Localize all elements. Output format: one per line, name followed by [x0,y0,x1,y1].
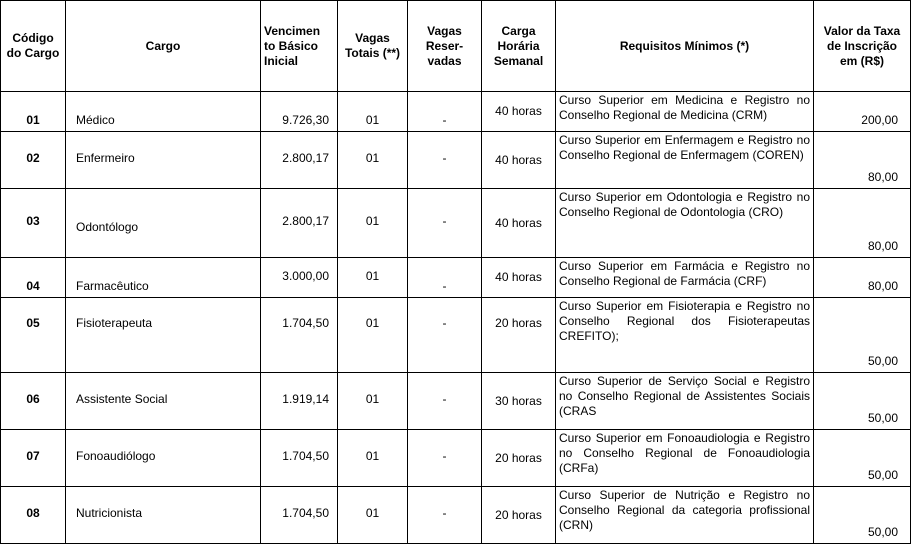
cell-taxa: 80,00 [814,132,911,189]
header-requisitos: Requisitos Mínimos (*) [556,1,814,92]
table-row [1,92,911,132]
cell-requisitos: Curso Superior em Fonoaudiologia e Registro no Conselho Regional de Fonoaudiologia (CRFa) [556,430,814,487]
cell-vagas: 01 [338,487,408,544]
cell-codigo: 07 [1,430,66,487]
header-vagas-reservadas: Vagas Reser- vadas [408,1,482,92]
cell-vagas: 01 [338,189,408,258]
table-row [1,189,911,258]
cell-carga: 20 horas [482,298,556,373]
cell-vagas: 01 [338,92,408,132]
cell-codigo: 01 [1,92,66,132]
cell-vencimento: 2.800,17 [261,132,338,189]
header-vagas-totais: Vagas Totais (**) [338,1,408,92]
cell-vencimento: 2.800,17 [261,189,338,258]
cell-requisitos: Curso Superior em Enfermagem e Registro no Conselho Regional de Enfermagem (COREN) [556,132,814,189]
cell-requisitos: Curso Superior em Farmácia e Registro no Conselho Regional de Farmácia (CRF) [556,258,814,298]
cell-carga: 40 horas [482,132,556,189]
cell-vencimento: 9.726,30 [261,92,338,132]
cell-cargo: Odontólogo [66,189,261,258]
cell-vagas: 01 [338,430,408,487]
cell-carga: 30 horas [482,373,556,430]
cell-taxa: 50,00 [814,298,911,373]
cell-codigo: 04 [1,258,66,298]
table-row [1,430,911,487]
cell-vencimento: 1.919,14 [261,373,338,430]
cell-taxa: 200,00 [814,92,911,132]
cell-vagas: 01 [338,258,408,298]
cell-taxa: 80,00 [814,189,911,258]
header-carga: Carga Horária Semanal [482,1,556,92]
cell-reservadas: - [408,373,482,430]
cell-taxa: 50,00 [814,373,911,430]
cell-requisitos: Curso Superior em Odontologia e Registro no Conselho Regional de Odontologia (CRO) [556,189,814,258]
cell-cargo: Enfermeiro [66,132,261,189]
table-row [1,132,911,189]
cell-vagas: 01 [338,373,408,430]
cell-carga: 20 horas [482,487,556,544]
cell-cargo: Assistente Social [66,373,261,430]
header-row [1,1,911,92]
cell-reservadas: - [408,430,482,487]
cell-codigo: 05 [1,298,66,373]
cell-requisitos: Curso Superior de Nutrição e Registro no Conselho Regional da categoria profissional (CRN) [556,487,814,544]
cell-carga: 20 horas [482,430,556,487]
cell-cargo: Fonoaudiólogo [66,430,261,487]
cell-carga: 40 horas [482,189,556,258]
cell-reservadas: - [408,92,482,132]
cell-vagas: 01 [338,132,408,189]
cell-reservadas: - [408,298,482,373]
cell-cargo: Nutricionista [66,487,261,544]
cell-reservadas: - [408,132,482,189]
cell-codigo: 02 [1,132,66,189]
table-row [1,298,911,373]
cell-reservadas: - [408,258,482,298]
header-taxa: Valor da Taxa de Inscrição em (R$) [814,1,911,92]
cell-codigo: 08 [1,487,66,544]
cell-taxa: 50,00 [814,430,911,487]
cell-taxa: 50,00 [814,487,911,544]
cell-vencimento: 1.704,50 [261,430,338,487]
cell-requisitos: Curso Superior em Fisioterapia e Registro no Conselho Regional dos Fisioterapeutas CREFITO); [556,298,814,373]
cell-carga: 40 horas [482,92,556,132]
cell-taxa: 80,00 [814,258,911,298]
header-codigo: Código do Cargo [1,1,66,92]
cell-cargo: Médico [66,92,261,132]
cell-vagas: 01 [338,298,408,373]
table-row [1,373,911,430]
cell-vencimento: 3.000,00 [261,258,338,298]
table-row [1,487,911,544]
cell-requisitos: Curso Superior em Medicina e Registro no Conselho Regional de Medicina (CRM) [556,92,814,132]
cell-vencimento: 1.704,50 [261,487,338,544]
cell-reservadas: - [408,487,482,544]
cell-cargo: Fisioterapeuta [66,298,261,373]
cell-codigo: 06 [1,373,66,430]
header-vencimento: Vencimen to Básico Inicial [261,1,338,92]
cell-requisitos: Curso Superior de Serviço Social e Registro no Conselho Regional de Assistentes Sociais (CRAS [556,373,814,430]
header-cargo: Cargo [66,1,261,92]
cell-carga: 40 horas [482,258,556,298]
cell-reservadas: - [408,189,482,258]
cell-cargo: Farmacêutico [66,258,261,298]
table-row [1,258,911,298]
cell-vencimento: 1.704,50 [261,298,338,373]
cell-codigo: 03 [1,189,66,258]
